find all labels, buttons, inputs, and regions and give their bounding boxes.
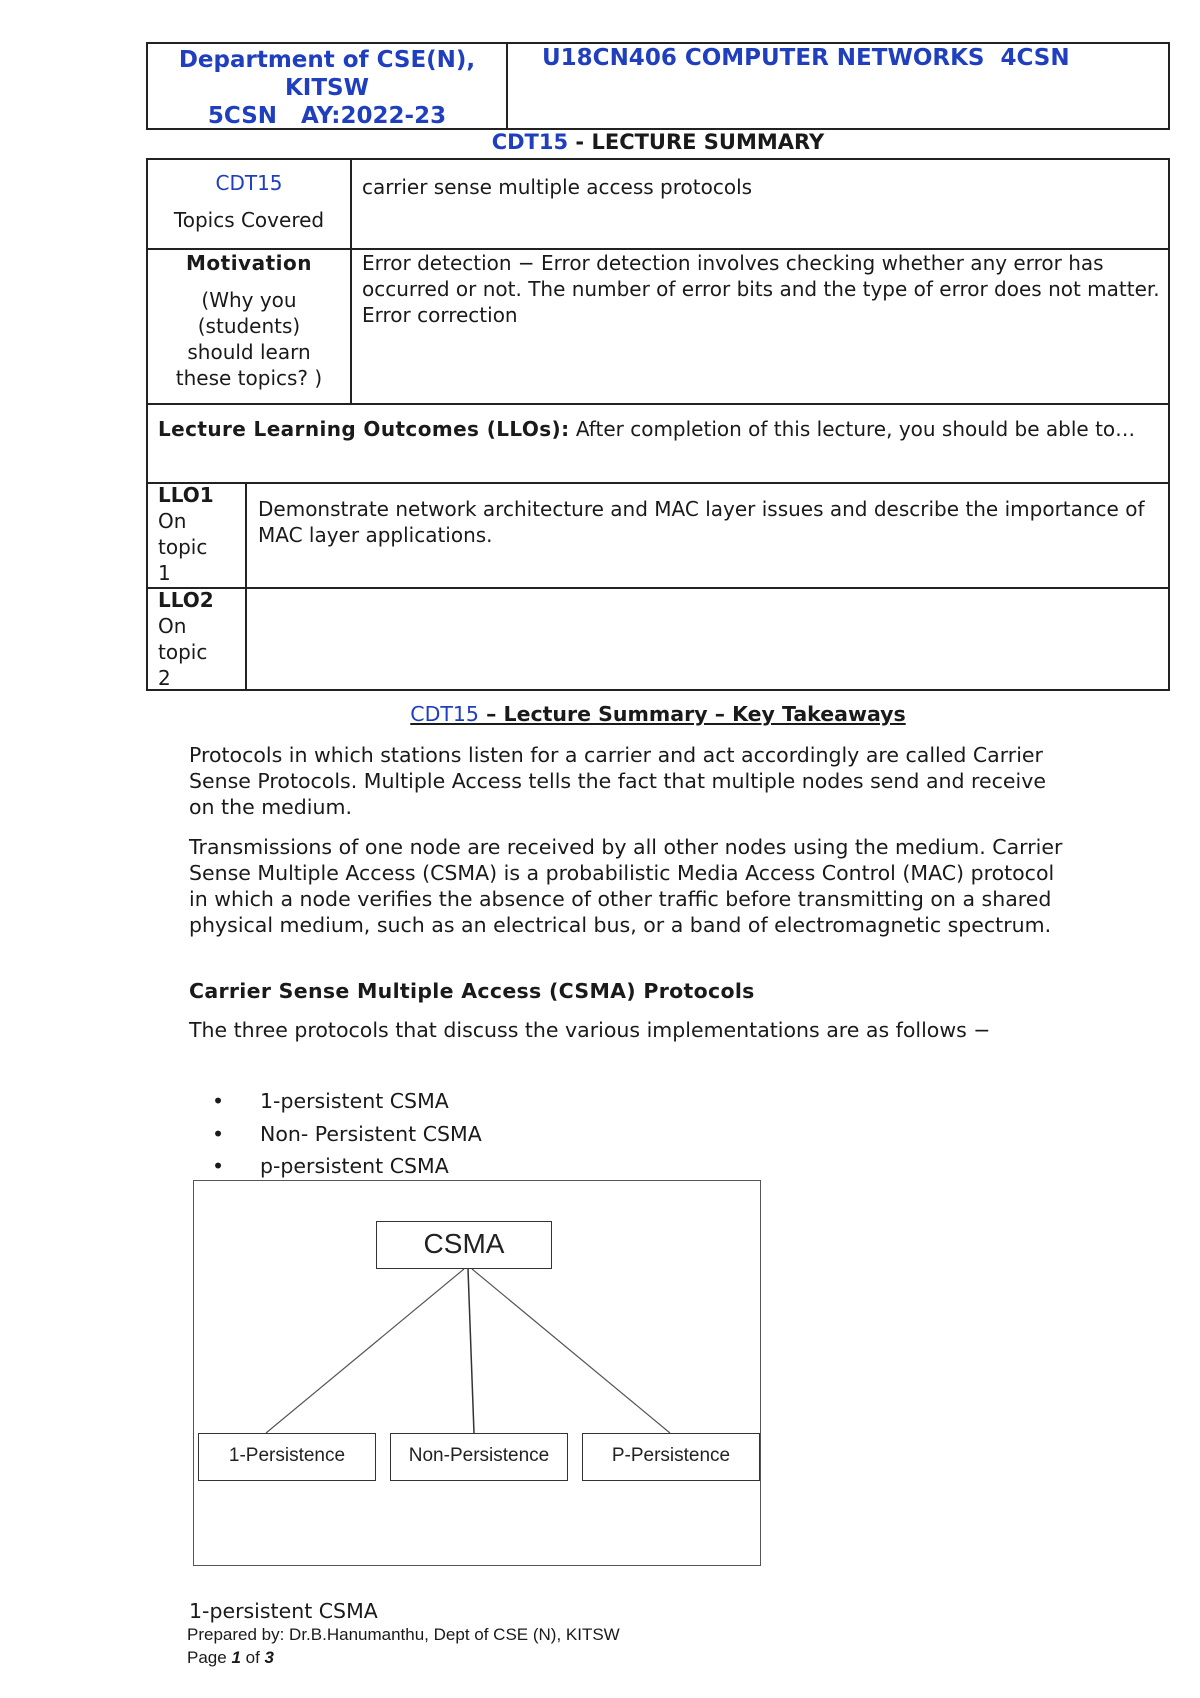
bullet-text-1: 1-persistent CSMA [260, 1089, 449, 1113]
motivation-sub-1: (Why you [201, 288, 297, 312]
llo-intro-text: After completion of this lecture, you should be able to… [569, 417, 1136, 441]
department-line-2: KITSW [284, 75, 369, 101]
course-cell [510, 44, 1170, 128]
csma-root-node [376, 1221, 552, 1269]
llo1-sub-2: topic [158, 535, 208, 559]
llo1-id: LLO1 [158, 483, 214, 507]
takeaways-heading-text: – Lecture Summary – Key Takeaways [478, 702, 906, 726]
csma-subheading: Carrier Sense Multiple Access (CSMA) Protocols [189, 979, 755, 1003]
title-text: - LECTURE SUMMARY [568, 130, 825, 154]
motivation-value: Error detection − Error detection involves checking whether any error has occurred or not. The number of error bits and the type of error does not matter. Error correction [362, 251, 1160, 327]
llo2-sub-1: On [158, 614, 187, 638]
takeaway-paragraph-3: The three protocols that discuss the various implementations are as follows − [189, 1018, 991, 1042]
non-persistence-node [390, 1433, 568, 1481]
one-persistence-label: 1-Persistence [228, 1445, 346, 1466]
page-label: Page [187, 1648, 232, 1667]
department-line-3: 5CSN AY:2022-23 [207, 103, 447, 129]
takeaway-paragraph-1: Protocols in which stations listen for a carrier and act accordingly are called Carrier Sense Protocols. Multiple Access tells the fact that multiple nodes send and receive on the medium. [189, 743, 1046, 819]
csma-root-label: CSMA [423, 1228, 505, 1259]
bullet-text-3: p-persistent CSMA [260, 1154, 449, 1178]
bullet-text-2: Non- Persistent CSMA [260, 1122, 482, 1146]
llo1-label-cell [158, 482, 246, 586]
motivation-label-cell [148, 250, 350, 391]
p-persistence-label: P-Persistence [611, 1445, 731, 1466]
course-title: U18CN406 COMPUTER NETWORKS 4CSN [542, 45, 1070, 71]
llo2-sub-3: 2 [158, 666, 171, 690]
llo-intro [158, 416, 1158, 442]
non-persistence-label: Non-Persistence [408, 1445, 550, 1466]
after-diagram-text: 1-persistent CSMA [189, 1599, 378, 1623]
llo2-sub-2: topic [158, 640, 208, 664]
llo1-sub-1: On [158, 509, 187, 533]
llo1-sub-3: 1 [158, 561, 171, 585]
llo2-label-cell [158, 587, 246, 691]
topics-value: carrier sense multiple access protocols [362, 175, 753, 199]
takeaway-paragraph-2: Transmissions of one node are received by all other nodes using the medium. Carrier Sense Multiple Access (CSMA) is a probabilistic Media Access Control (MAC) protocol in which a node verifies the absence of other traffic before transmitting on a shared physical medium, such as an electrical bus, or a band of electromagnetic spectrum. [189, 835, 1063, 937]
motivation-sub-3: should learn [187, 340, 311, 364]
one-persistence-node [198, 1433, 376, 1481]
llo2-id: LLO2 [158, 588, 214, 612]
connector-line-middle [468, 1269, 474, 1433]
department-cell [148, 44, 508, 128]
of-label: of [240, 1648, 265, 1667]
motivation-sub-2: (students) [197, 314, 301, 338]
connector-line-left [266, 1269, 464, 1433]
footer-prepared-by: Prepared by: Dr.B.Hanumanthu, Dept of CSE (N), KITSW [187, 1625, 620, 1644]
topics-code: CDT15 [215, 171, 283, 195]
llo1-text: Demonstrate network architecture and MAC layer issues and describe the importance of MAC layer applications. [258, 497, 1145, 547]
page-title [146, 130, 1170, 154]
topics-label: Topics Covered [173, 208, 325, 232]
summary-table [146, 158, 1170, 691]
connector-line-right [472, 1269, 670, 1433]
csma-diagram [193, 1180, 761, 1566]
footer-page-number [187, 1648, 587, 1668]
page-current: 1 [231, 1648, 241, 1667]
takeaways-heading-code: CDT15 [410, 702, 479, 726]
topics-label-cell [148, 170, 350, 233]
llo-intro-bold: Lecture Learning Outcomes (LLOs): [158, 417, 570, 441]
title-code: CDT15 [491, 130, 569, 154]
header-table [146, 42, 1170, 130]
department-line-1: Department of CSE(N), [178, 47, 476, 73]
p-persistence-node [582, 1433, 760, 1481]
motivation-heading: Motivation [186, 251, 312, 275]
takeaways-heading [146, 702, 1170, 726]
motivation-sub-4: these topics? ) [175, 366, 323, 390]
page-total: 3 [264, 1648, 274, 1667]
